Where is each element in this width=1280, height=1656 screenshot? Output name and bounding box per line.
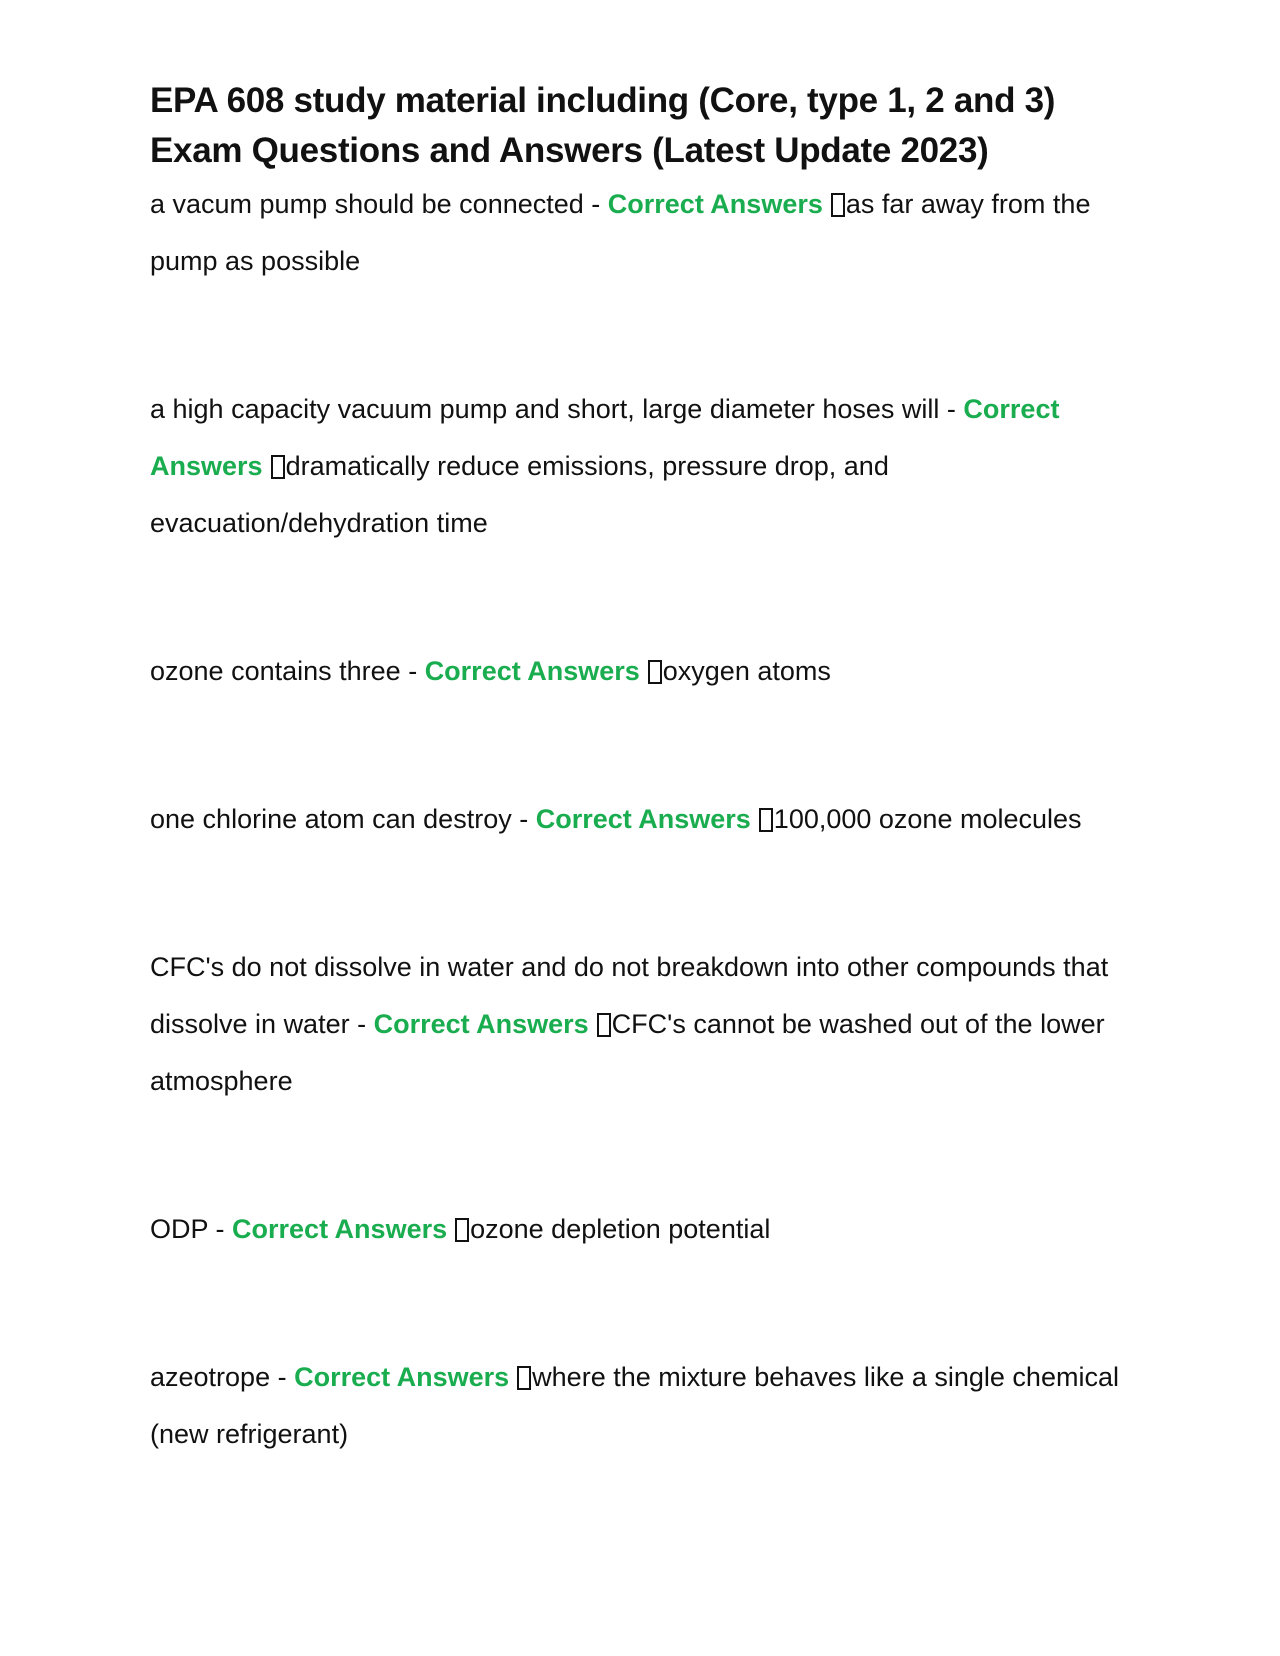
document-title-line-2: Exam Questions and Answers (Latest Update 2023) — [150, 131, 989, 170]
question-text: ODP — [150, 1214, 209, 1244]
correct-answers-label: Correct Answers — [535, 804, 751, 834]
missing-glyph-icon — [759, 808, 773, 832]
correct-answers-label: Correct Answers — [607, 189, 823, 219]
qa-item — [150, 939, 1130, 1110]
missing-glyph-icon — [517, 1366, 531, 1390]
document-page — [150, 76, 1130, 1463]
correct-answers-label: Correct Answers — [294, 1362, 510, 1392]
missing-glyph-icon — [648, 660, 662, 684]
qa-item — [150, 791, 1130, 848]
missing-glyph-icon — [831, 193, 845, 217]
answer-text: dramatically reduce emissions, pressure drop, and evacuation/dehydration time — [150, 451, 889, 538]
separator: - — [349, 1009, 374, 1039]
separator: - — [511, 804, 536, 834]
separator: - — [270, 1362, 295, 1392]
missing-glyph-icon — [455, 1218, 469, 1242]
answer-text: as far away from the pump as possible — [150, 189, 1091, 276]
qa-item — [150, 176, 1130, 290]
answer-text: ozone depletion potential — [470, 1214, 771, 1244]
document-title-line-1: EPA 608 study material including (Core, type 1, 2 and 3) — [150, 81, 1056, 120]
correct-answers-label: Correct Answers — [150, 394, 1060, 481]
question-text: one chlorine atom can destroy — [150, 804, 512, 834]
qa-item — [150, 381, 1130, 552]
missing-glyph-icon — [597, 1013, 611, 1037]
document-title — [150, 76, 1130, 176]
question-text: a vacum pump should be connected — [150, 189, 584, 219]
question-text: ozone contains three — [150, 656, 401, 686]
qa-item — [150, 1349, 1130, 1463]
separator: - — [939, 394, 964, 424]
answer-text: CFC's cannot be washed out of the lower atmosphere — [150, 1009, 1105, 1096]
separator: - — [208, 1214, 233, 1244]
missing-glyph-icon — [271, 455, 285, 479]
separator: - — [400, 656, 425, 686]
correct-answers-label: Correct Answers — [373, 1009, 589, 1039]
answer-text: where the mixture behaves like a single chemical (new refrigerant) — [150, 1362, 1119, 1449]
question-text: CFC's do not dissolve in water and do not breakdown into other compounds that dissolve in water — [150, 952, 1109, 1039]
answer-text: oxygen atoms — [662, 656, 831, 686]
answer-text: 100,000 ozone molecules — [773, 804, 1082, 834]
correct-answers-label: Correct Answers — [424, 656, 640, 686]
question-text: a high capacity vacuum pump and short, large diameter hoses will — [150, 394, 940, 424]
separator: - — [583, 189, 608, 219]
qa-item — [150, 643, 1130, 700]
question-text: azeotrope — [150, 1362, 271, 1392]
qa-item — [150, 1201, 1130, 1258]
correct-answers-label: Correct Answers — [232, 1214, 448, 1244]
